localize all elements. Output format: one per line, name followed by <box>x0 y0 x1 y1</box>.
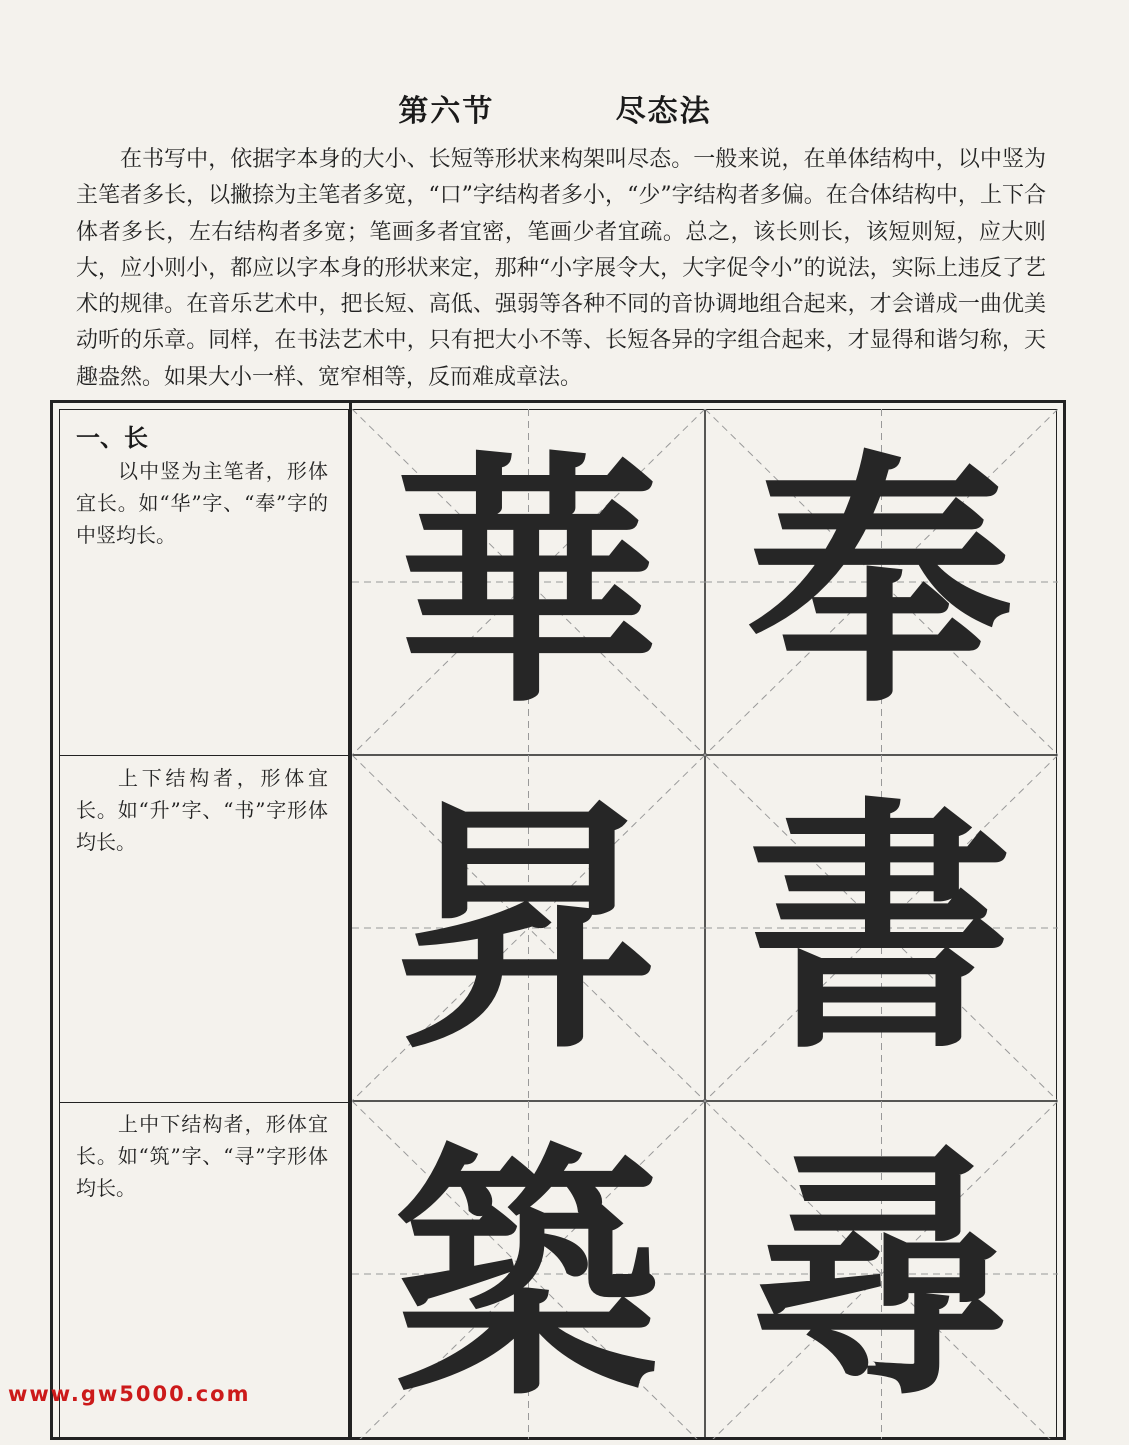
text-column <box>59 409 349 1439</box>
calligraphy-char: 昇 <box>394 773 660 1085</box>
calligraphy-char: 尋 <box>747 1119 1013 1431</box>
section-title: 第六节 尽态法 <box>398 94 712 129</box>
row-divider <box>59 1102 349 1103</box>
calligraphy-char: 華 <box>394 427 660 739</box>
rule-text-3: 上中下结构者，形体宜长。如“筑”字、“寻”字形体均长。 <box>76 1112 328 1200</box>
calligraphy-char: 築 <box>394 1119 660 1431</box>
calligraphy-char: 書 <box>747 773 1013 1085</box>
rule-text-1: 以中竖为主笔者，形体宜长。如“华”字、“奉”字的中竖均长。 <box>76 459 328 547</box>
site-watermark: www.gw5000.com <box>8 1382 251 1406</box>
subsection-heading: 一、长 <box>76 424 148 452</box>
calligraphy-char: 奉 <box>747 427 1013 739</box>
rule-text-2: 上下结构者，形体宜长。如“升”字、“书”字形体均长。 <box>76 766 328 854</box>
row-divider <box>59 755 349 756</box>
intro-paragraph: 在书写中，依据字本身的大小、长短等形状来构架叫尽态。一般来说，在单体结构中，以中竖为主笔者多长，以撇捺为主笔者多宽，“口”字结构者多小，“少”字结构者多偏。在合体结构中，上下合体者多长，左右结构者多宽；笔画多者宜密，笔画少者宜疏。总之，该长则长，该短则短，应大则大，应小则小，都应以字本身的形状来定，那种“小字展令大，大字促令小”的说法，实际上违反了艺术的规律。在音乐艺术中，把长短、高低、强弱等各种不同的音协调地组合起来，才会谱成一曲优美动听的乐章。同样，在书法艺术中，只有把大小不等、长短各异的字组合起来，才显得和谐匀称，天趣盎然。如果大小一样、宽窄相等，反而难成章法。 <box>76 147 1046 390</box>
